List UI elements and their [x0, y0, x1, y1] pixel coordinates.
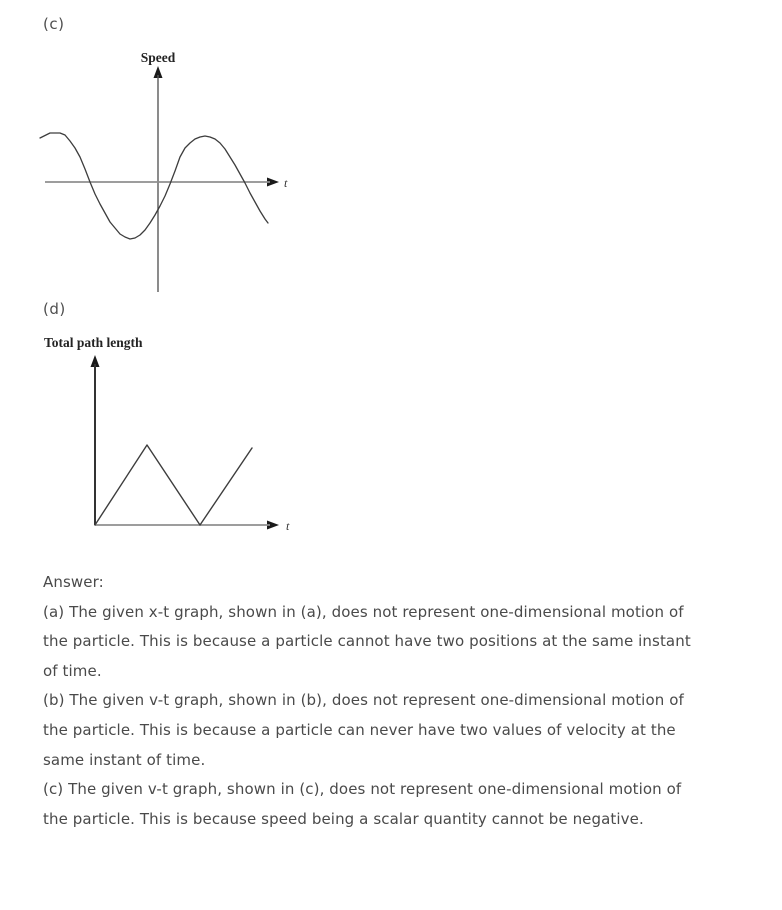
answer-line: the particle. This is because a particle can never have two values of velocity at the — [43, 720, 676, 739]
figure-d-y-axis-label: Total path length — [44, 335, 143, 350]
answer-line: (b) The given v-t graph, shown in (b), does not represent one-dimensional motion of — [43, 691, 684, 710]
fig-c-curve — [40, 133, 268, 239]
answer-line: of time. — [43, 661, 102, 680]
figure-c-speed-time-graph — [30, 40, 302, 302]
answer-line: same instant of time. — [43, 750, 206, 769]
answer-line: the particle. This is because speed being a scalar quantity cannot be negative. — [43, 809, 644, 828]
figure-c-y-axis-label: Speed — [140, 50, 176, 65]
answer-line: the particle. This is because a particle cannot have two positions at the same instant — [43, 632, 691, 651]
figure-c-label: (c) — [43, 15, 65, 33]
figure-d-x-axis-label: t — [286, 519, 290, 533]
figure-c-x-axis-label: t — [284, 176, 288, 190]
answer-heading: Answer: — [43, 573, 104, 591]
figure-d-label: (d) — [43, 300, 66, 318]
answer-line: (c) The given v-t graph, shown in (c), does not represent one-dimensional motion of — [43, 780, 682, 799]
fig-d-curve — [95, 445, 252, 525]
answer-section — [43, 568, 757, 834]
answer-text — [43, 598, 757, 835]
figure-d-total-path-length-graph — [30, 326, 310, 540]
answer-line: (a) The given x-t graph, shown in (a), does not represent one-dimensional motion of — [43, 602, 684, 621]
